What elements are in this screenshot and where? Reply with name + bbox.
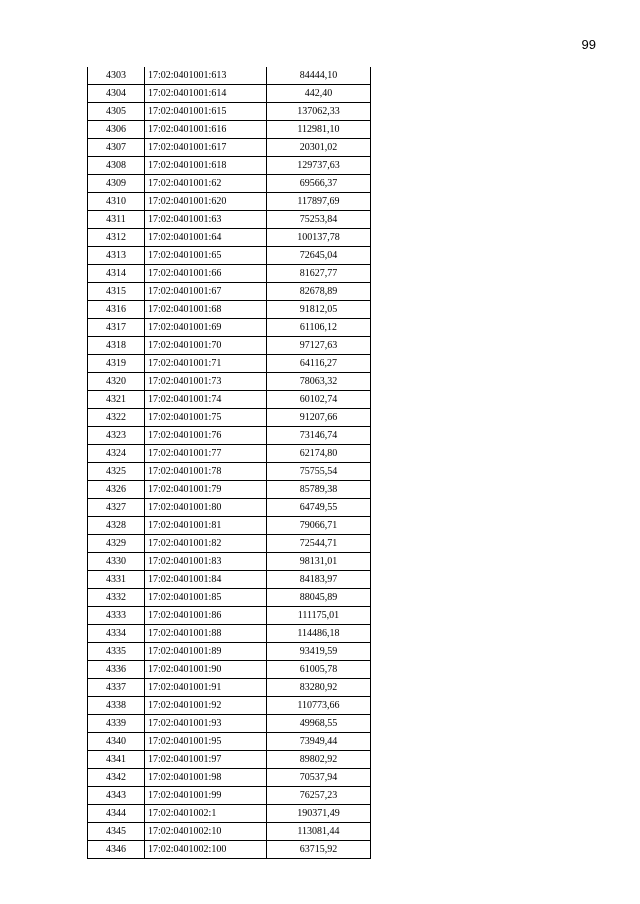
- row-number-cell: 4320: [88, 373, 145, 391]
- table-row: [88, 535, 371, 553]
- cadastral-number-cell: 17:02:0401001:89: [145, 643, 267, 661]
- cadastral-value-cell: 89802,92: [267, 751, 371, 769]
- row-number-cell: 4315: [88, 283, 145, 301]
- cadastral-value-cell: 137062,33: [267, 103, 371, 121]
- cadastral-number-cell: 17:02:0401001:95: [145, 733, 267, 751]
- table-row: [88, 625, 371, 643]
- cadastral-value-cell: 85789,38: [267, 481, 371, 499]
- row-number-cell: 4304: [88, 85, 145, 103]
- row-number-cell: 4317: [88, 319, 145, 337]
- row-number-cell: 4308: [88, 157, 145, 175]
- cadastral-number-cell: 17:02:0401001:91: [145, 679, 267, 697]
- cadastral-number-cell: 17:02:0401001:67: [145, 283, 267, 301]
- cadastral-number-cell: 17:02:0401001:86: [145, 607, 267, 625]
- table-row: [88, 517, 371, 535]
- cadastral-number-cell: 17:02:0401001:82: [145, 535, 267, 553]
- table-row: [88, 805, 371, 823]
- row-number-cell: 4340: [88, 733, 145, 751]
- cadastral-value-cell: 75253,84: [267, 211, 371, 229]
- table-body: [88, 67, 371, 859]
- cadastral-number-cell: 17:02:0401001:93: [145, 715, 267, 733]
- row-number-cell: 4336: [88, 661, 145, 679]
- cadastral-value-cell: 70537,94: [267, 769, 371, 787]
- table-row: [88, 121, 371, 139]
- table-row: [88, 283, 371, 301]
- table-row: [88, 733, 371, 751]
- table-row: [88, 193, 371, 211]
- row-number-cell: 4325: [88, 463, 145, 481]
- row-number-cell: 4334: [88, 625, 145, 643]
- row-number-cell: 4327: [88, 499, 145, 517]
- cadastral-value-cell: 73146,74: [267, 427, 371, 445]
- cadastral-number-cell: 17:02:0401001:73: [145, 373, 267, 391]
- table-row: [88, 769, 371, 787]
- cadastral-value-cell: 84444,10: [267, 67, 371, 85]
- row-number-cell: 4345: [88, 823, 145, 841]
- table-row: [88, 247, 371, 265]
- row-number-cell: 4331: [88, 571, 145, 589]
- cadastral-value-cell: 64749,55: [267, 499, 371, 517]
- cadastral-number-cell: 17:02:0401001:79: [145, 481, 267, 499]
- cadastral-value-cell: 100137,78: [267, 229, 371, 247]
- row-number-cell: 4313: [88, 247, 145, 265]
- cadastral-number-cell: 17:02:0401002:10: [145, 823, 267, 841]
- row-number-cell: 4332: [88, 589, 145, 607]
- table-row: [88, 445, 371, 463]
- cadastral-value-cell: 64116,27: [267, 355, 371, 373]
- table-row: [88, 265, 371, 283]
- row-number-cell: 4323: [88, 427, 145, 445]
- cadastral-value-cell: 117897,69: [267, 193, 371, 211]
- cadastral-number-cell: 17:02:0401001:618: [145, 157, 267, 175]
- cadastral-value-cell: 91812,05: [267, 301, 371, 319]
- cadastral-number-cell: 17:02:0401001:90: [145, 661, 267, 679]
- row-number-cell: 4311: [88, 211, 145, 229]
- cadastral-number-cell: 17:02:0401001:92: [145, 697, 267, 715]
- cadastral-value-cell: 79066,71: [267, 517, 371, 535]
- cadastral-value-cell: 72544,71: [267, 535, 371, 553]
- cadastral-number-cell: 17:02:0401001:65: [145, 247, 267, 265]
- table-row: [88, 607, 371, 625]
- row-number-cell: 4324: [88, 445, 145, 463]
- cadastral-value-cell: 78063,32: [267, 373, 371, 391]
- cadastral-number-cell: 17:02:0401001:613: [145, 67, 267, 85]
- cadastral-number-cell: 17:02:0401001:83: [145, 553, 267, 571]
- table-row: [88, 355, 371, 373]
- cadastral-value-cell: 129737,63: [267, 157, 371, 175]
- row-number-cell: 4316: [88, 301, 145, 319]
- cadastral-value-cell: 91207,66: [267, 409, 371, 427]
- cadastral-number-cell: 17:02:0401001:85: [145, 589, 267, 607]
- cadastral-number-cell: 17:02:0401001:68: [145, 301, 267, 319]
- cadastral-number-cell: 17:02:0401002:100: [145, 841, 267, 859]
- cadastral-number-cell: 17:02:0401001:66: [145, 265, 267, 283]
- cadastral-number-cell: 17:02:0401001:80: [145, 499, 267, 517]
- cadastral-value-cell: 98131,01: [267, 553, 371, 571]
- table-row: [88, 697, 371, 715]
- table-row: [88, 229, 371, 247]
- table-row: [88, 337, 371, 355]
- cadastral-number-cell: 17:02:0401001:69: [145, 319, 267, 337]
- cadastral-value-cell: 84183,97: [267, 571, 371, 589]
- table-row: [88, 211, 371, 229]
- table-row: [88, 175, 371, 193]
- cadastral-number-cell: 17:02:0401001:70: [145, 337, 267, 355]
- cadastral-value-cell: 60102,74: [267, 391, 371, 409]
- cadastral-number-cell: 17:02:0401001:617: [145, 139, 267, 157]
- row-number-cell: 4329: [88, 535, 145, 553]
- table-row: [88, 841, 371, 859]
- row-number-cell: 4344: [88, 805, 145, 823]
- table-row: [88, 589, 371, 607]
- table-row: [88, 661, 371, 679]
- cadastral-value-cell: 83280,92: [267, 679, 371, 697]
- cadastral-number-cell: 17:02:0401001:62: [145, 175, 267, 193]
- row-number-cell: 4322: [88, 409, 145, 427]
- cadastral-number-cell: 17:02:0401001:614: [145, 85, 267, 103]
- cadastral-value-cell: 62174,80: [267, 445, 371, 463]
- row-number-cell: 4307: [88, 139, 145, 157]
- row-number-cell: 4312: [88, 229, 145, 247]
- page-number: 99: [581, 37, 596, 52]
- cadastral-number-cell: 17:02:0401002:1: [145, 805, 267, 823]
- table-row: [88, 373, 371, 391]
- row-number-cell: 4346: [88, 841, 145, 859]
- cadastral-number-cell: 17:02:0401001:77: [145, 445, 267, 463]
- cadastral-value-cell: 69566,37: [267, 175, 371, 193]
- row-number-cell: 4306: [88, 121, 145, 139]
- table-row: [88, 571, 371, 589]
- row-number-cell: 4335: [88, 643, 145, 661]
- row-number-cell: 4339: [88, 715, 145, 733]
- row-number-cell: 4343: [88, 787, 145, 805]
- table-row: [88, 157, 371, 175]
- cadastral-number-cell: 17:02:0401001:64: [145, 229, 267, 247]
- table-row: [88, 319, 371, 337]
- cadastral-number-cell: 17:02:0401001:88: [145, 625, 267, 643]
- row-number-cell: 4328: [88, 517, 145, 535]
- row-number-cell: 4342: [88, 769, 145, 787]
- cadastral-value-cell: 88045,89: [267, 589, 371, 607]
- cadastral-number-cell: 17:02:0401001:74: [145, 391, 267, 409]
- cadastral-number-cell: 17:02:0401001:63: [145, 211, 267, 229]
- table-row: [88, 139, 371, 157]
- cadastral-value-cell: 113081,44: [267, 823, 371, 841]
- table-row: [88, 301, 371, 319]
- cadastral-value-cell: 72645,04: [267, 247, 371, 265]
- table-row: [88, 67, 371, 85]
- cadastral-value-cell: 442,40: [267, 85, 371, 103]
- row-number-cell: 4303: [88, 67, 145, 85]
- cadastral-value-cell: 111175,01: [267, 607, 371, 625]
- row-number-cell: 4330: [88, 553, 145, 571]
- table-row: [88, 679, 371, 697]
- row-number-cell: 4341: [88, 751, 145, 769]
- table-row: [88, 103, 371, 121]
- cadastral-value-cell: 112981,10: [267, 121, 371, 139]
- row-number-cell: 4310: [88, 193, 145, 211]
- cadastral-number-cell: 17:02:0401001:71: [145, 355, 267, 373]
- table-row: [88, 481, 371, 499]
- cadastral-value-cell: 49968,55: [267, 715, 371, 733]
- cadastral-number-cell: 17:02:0401001:97: [145, 751, 267, 769]
- table-row: [88, 391, 371, 409]
- cadastral-value-cell: 63715,92: [267, 841, 371, 859]
- row-number-cell: 4321: [88, 391, 145, 409]
- table-row: [88, 553, 371, 571]
- table-row: [88, 751, 371, 769]
- table-row: [88, 85, 371, 103]
- cadastral-number-cell: 17:02:0401001:620: [145, 193, 267, 211]
- cadastral-value-cell: 61106,12: [267, 319, 371, 337]
- cadastral-number-cell: 17:02:0401001:76: [145, 427, 267, 445]
- table-row: [88, 787, 371, 805]
- table-row: [88, 463, 371, 481]
- cadastral-value-cell: 97127,63: [267, 337, 371, 355]
- row-number-cell: 4326: [88, 481, 145, 499]
- table-row: [88, 823, 371, 841]
- cadastral-value-cell: 73949,44: [267, 733, 371, 751]
- row-number-cell: 4338: [88, 697, 145, 715]
- table-row: [88, 643, 371, 661]
- cadastral-value-table: [87, 67, 371, 859]
- cadastral-value-cell: 82678,89: [267, 283, 371, 301]
- row-number-cell: 4309: [88, 175, 145, 193]
- cadastral-value-cell: 20301,02: [267, 139, 371, 157]
- cadastral-value-cell: 114486,18: [267, 625, 371, 643]
- cadastral-number-cell: 17:02:0401001:98: [145, 769, 267, 787]
- cadastral-number-cell: 17:02:0401001:78: [145, 463, 267, 481]
- row-number-cell: 4319: [88, 355, 145, 373]
- cadastral-value-cell: 81627,77: [267, 265, 371, 283]
- cadastral-number-cell: 17:02:0401001:75: [145, 409, 267, 427]
- row-number-cell: 4305: [88, 103, 145, 121]
- cadastral-number-cell: 17:02:0401001:99: [145, 787, 267, 805]
- cadastral-number-cell: 17:02:0401001:615: [145, 103, 267, 121]
- table-row: [88, 499, 371, 517]
- row-number-cell: 4337: [88, 679, 145, 697]
- cadastral-value-cell: 76257,23: [267, 787, 371, 805]
- cadastral-value-cell: 61005,78: [267, 661, 371, 679]
- cadastral-value-cell: 93419,59: [267, 643, 371, 661]
- row-number-cell: 4318: [88, 337, 145, 355]
- cadastral-value-cell: 75755,54: [267, 463, 371, 481]
- table-row: [88, 409, 371, 427]
- row-number-cell: 4314: [88, 265, 145, 283]
- cadastral-number-cell: 17:02:0401001:84: [145, 571, 267, 589]
- cadastral-value-cell: 190371,49: [267, 805, 371, 823]
- table-row: [88, 715, 371, 733]
- row-number-cell: 4333: [88, 607, 145, 625]
- cadastral-number-cell: 17:02:0401001:81: [145, 517, 267, 535]
- cadastral-value-cell: 110773,66: [267, 697, 371, 715]
- cadastral-number-cell: 17:02:0401001:616: [145, 121, 267, 139]
- table-row: [88, 427, 371, 445]
